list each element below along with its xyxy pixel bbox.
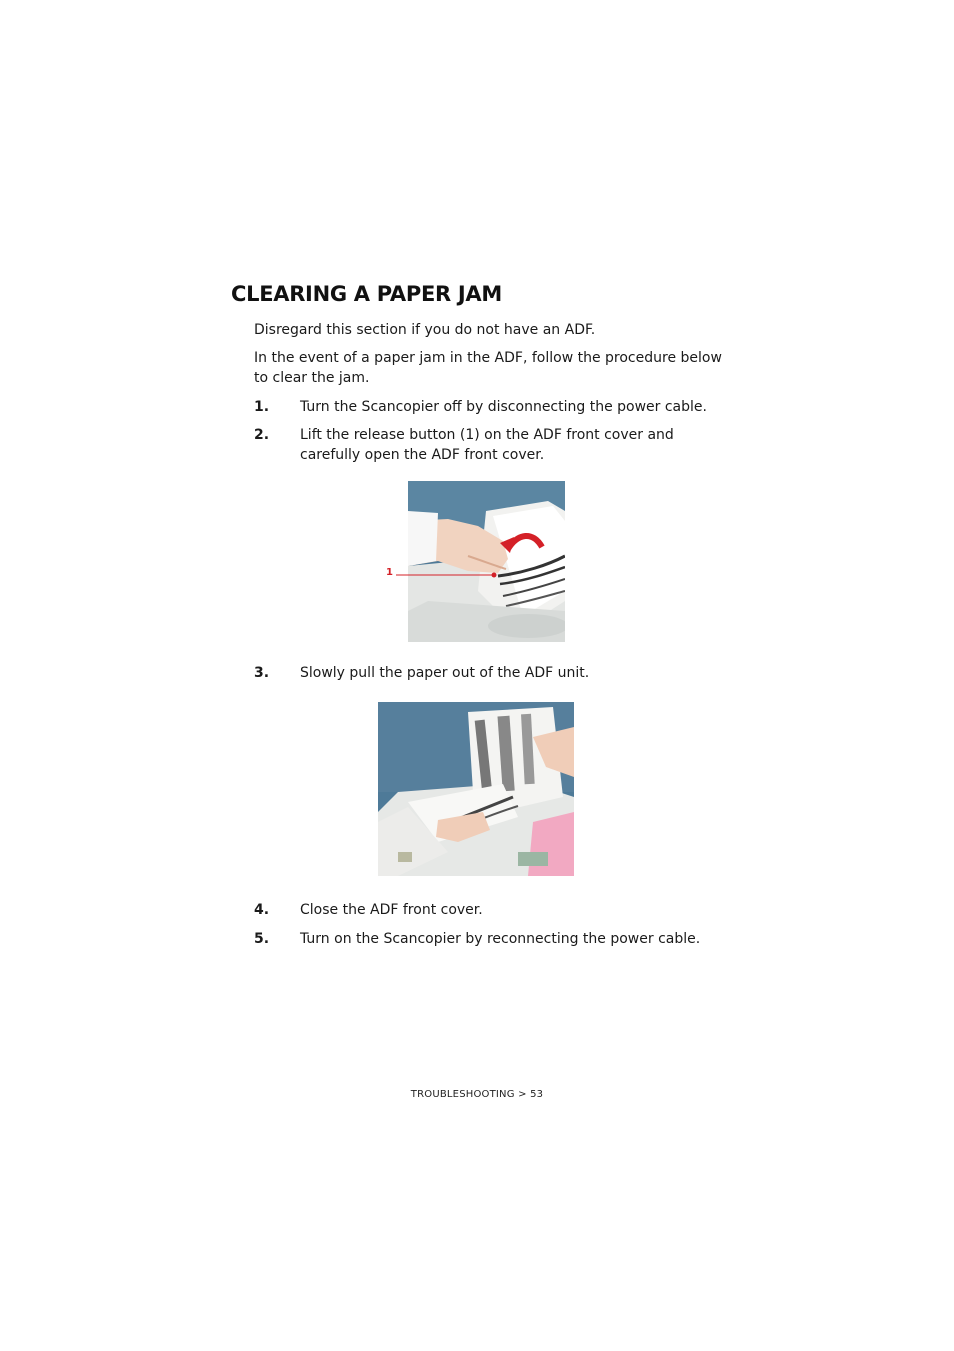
footer-separator: > xyxy=(518,1089,527,1100)
page-title: CLEARING A PAPER JAM xyxy=(231,282,502,306)
step-number: 2. xyxy=(254,427,270,443)
adf-remove-paper-illustration xyxy=(378,702,574,876)
step-text: Lift the release button (1) on the ADF front cover and carefully open the ADF front cover. xyxy=(300,427,674,463)
adf-open-cover-illustration xyxy=(408,481,565,642)
page-footer xyxy=(0,1089,954,1100)
step-text: Close the ADF front cover. xyxy=(300,902,483,918)
step-number: 3. xyxy=(254,665,270,681)
step-text: Turn the Scancopier off by disconnecting the power cable. xyxy=(300,399,707,415)
intro-note: Disregard this section if you do not have an ADF. xyxy=(254,322,596,338)
callout-line xyxy=(396,568,496,582)
step-number: 4. xyxy=(254,902,270,918)
adf-remove-paper-photo xyxy=(378,702,574,876)
step-text: Slowly pull the paper out of the ADF unit. xyxy=(300,665,590,681)
footer-page-number: 53 xyxy=(530,1089,544,1100)
step-number: 1. xyxy=(254,399,270,415)
callout-label: 1 xyxy=(386,567,393,578)
adf-open-cover-photo xyxy=(408,481,565,642)
intro-paragraph: In the event of a paper jam in the ADF, follow the procedure below to clear the jam. xyxy=(254,350,722,386)
step-number: 5. xyxy=(254,931,270,947)
step-text: Turn on the Scancopier by reconnecting the power cable. xyxy=(300,931,701,947)
footer-section: TROUBLESHOOTING xyxy=(410,1089,515,1100)
